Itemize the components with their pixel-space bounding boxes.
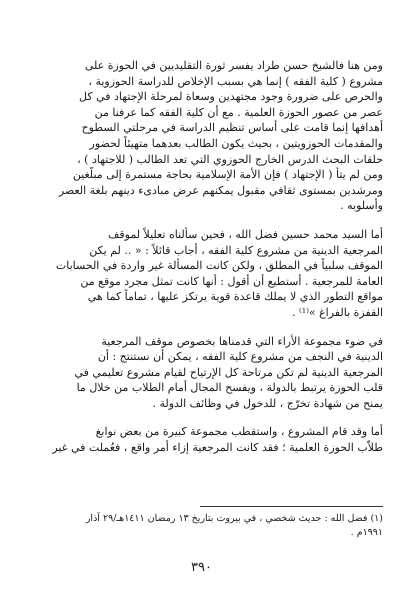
text-line: قلب الحوزة يرتبط بالدولة ، ويفسح المجال أمام الطلاب من خلال ما bbox=[76, 381, 383, 395]
text-line: حلقات البحث الدرس الخارج الحوزوي التي تعد الطالب ( للاجتهاد ) ، bbox=[77, 152, 383, 166]
page-number: ٣٩٠ bbox=[191, 560, 212, 575]
text-line: مواقع التطور الذي لا يملك قاعدة قوية يرتكز عليها ، تماماً كما هي bbox=[87, 290, 383, 304]
text-line: القفزة بالفراغ »⁽¹⁾ . bbox=[292, 305, 383, 319]
text-line: مشروع ( كلية الفقه ) إنما هي بسبب الإخلاص للدراسة الحوزوية ، bbox=[88, 74, 383, 88]
text-line: عصر من عصور الحوزة العلمية . مع أن كلية الفقه كما عرفنا من bbox=[94, 105, 383, 119]
text-line: في ضوء مجموعة الأراء التي قدمناها بخصوص موقف المرجعية bbox=[101, 334, 383, 348]
main-text bbox=[20, 58, 383, 463]
footnote-divider bbox=[200, 506, 383, 507]
footnote-line: ١٩٩١م . bbox=[350, 527, 383, 538]
text-line: والحرص على ضرورة وجود مجتهدين وسعاة لمرحلة الإجتهاد في كل bbox=[79, 90, 383, 104]
text-line: والمقدمات الحوزويتين ، بحيث يكون الطالب بعدهما متهيئاً لحضور bbox=[89, 136, 383, 150]
paragraph-1 bbox=[20, 58, 383, 214]
footnote-line: (١) فضل الله : حديث شخصي ، في بيروت بتاريخ ١٣ رمضان ١٤١١هـ/٢٩ آذار bbox=[85, 513, 383, 524]
footnote bbox=[20, 512, 383, 540]
text-line: أما وقد قام المشروع ، واستقطب مجموعة كبيرة من بعض نوابغ bbox=[95, 425, 383, 439]
text-line: الموقف سلبياً في المطلق ، ولكن كانت المسألة غير واردة في الحسابات bbox=[55, 259, 383, 273]
text-line: طلاّب الحوزة العلمية ؛ فقد كانت المرجعية إزاء أمر واقع ، فعُملت في غير bbox=[52, 441, 383, 455]
text-line: ومرشدين بمستوى ثقافي مقبول يمكنهم عرض مبادىء دينهم بلغة العصر bbox=[58, 183, 383, 197]
paragraph-3 bbox=[20, 334, 383, 412]
text-line: أهدافها إنما قامت على أساس تنظيم الدراسة في مرحلتي السطوح bbox=[81, 121, 383, 135]
text-line: يمنح من شهادة تخرّج ، للدخول في وظائف الدولة . bbox=[152, 396, 383, 410]
text-line: الدينية في النجف من مشروع كلية الفقه ، يمكن أن نستنتج : أن bbox=[97, 350, 383, 364]
paragraph-2 bbox=[20, 227, 383, 321]
text-line: العامة للمرجعية . أستطيع أن أقول : أنها كانت تمثل مجرد موقع من bbox=[80, 274, 383, 288]
text-line: المرجعية الدينية لم تكن مرتاحة كل الإرتياح لقيام مشروع تعليمي في bbox=[74, 365, 383, 379]
text-line: ومن هنا فالشيخ حسن طراد يفسر ثورة التقليديين في الحوزة على bbox=[84, 59, 383, 72]
text-line: وأسلوبه . bbox=[340, 199, 383, 213]
text-line: أما السيد محمد حسين فضل الله ، فحين سألناه تعليلاً لموقف bbox=[108, 227, 383, 241]
text-line: ومن لم يتأ ( الإجتهاد ) فإن الأمة الإسلامية بحاجة مستمرة إلى مبلّغين bbox=[72, 168, 383, 182]
text-line: المرجعية الدينية من مشروع كلية الفقه ، أجاب قائلاً : « .. لم يكن bbox=[89, 243, 383, 257]
paragraph-4 bbox=[20, 424, 383, 455]
